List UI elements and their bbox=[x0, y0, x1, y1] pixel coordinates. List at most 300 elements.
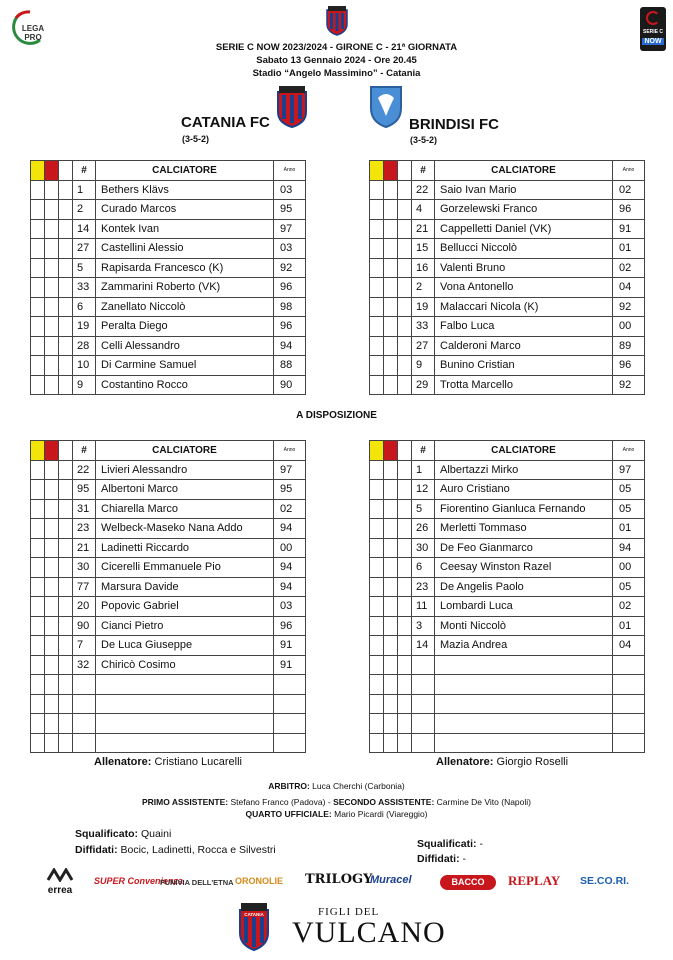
birth-year: 91 bbox=[613, 219, 645, 239]
sponsor-muracel: Muracel bbox=[370, 874, 412, 886]
shirt-number: 29 bbox=[412, 375, 435, 395]
red-card-cell bbox=[384, 258, 398, 278]
assistant2-label: SECONDO ASSISTENTE: bbox=[333, 797, 435, 807]
birth-year: 03 bbox=[274, 180, 306, 200]
red-card-cell bbox=[45, 538, 59, 558]
blank-cell bbox=[398, 675, 412, 695]
red-card-cell bbox=[384, 733, 398, 753]
red-card-cell bbox=[384, 336, 398, 356]
table-row bbox=[31, 180, 306, 200]
yellow-card-cell bbox=[31, 636, 45, 656]
red-card-cell bbox=[45, 655, 59, 675]
red-card-cell bbox=[45, 460, 59, 480]
shirt-number: 14 bbox=[412, 636, 435, 656]
red-card-header bbox=[384, 161, 398, 181]
player-name bbox=[435, 733, 613, 753]
birth-year: 90 bbox=[274, 375, 306, 395]
yellow-card-cell bbox=[31, 460, 45, 480]
red-card-cell bbox=[384, 636, 398, 656]
shirt-number: 7 bbox=[73, 636, 96, 656]
player-name: Calderoni Marco bbox=[435, 336, 613, 356]
table-row bbox=[31, 297, 306, 317]
sponsor-super-convenienza: SUPER Convenienza bbox=[94, 876, 184, 886]
blank-cell bbox=[59, 499, 73, 519]
table-row bbox=[31, 733, 306, 753]
table-row bbox=[370, 460, 645, 480]
birth-year: 02 bbox=[274, 499, 306, 519]
yellow-card-cell bbox=[370, 558, 384, 578]
table-row bbox=[31, 714, 306, 734]
year-header: Anno bbox=[613, 161, 645, 181]
player-name: Merletti Tommaso bbox=[435, 519, 613, 539]
table-row bbox=[31, 480, 306, 500]
table-row bbox=[31, 616, 306, 636]
red-card-cell bbox=[45, 694, 59, 714]
player-name: Rapisarda Francesco (K) bbox=[96, 258, 274, 278]
table-row bbox=[31, 200, 306, 220]
birth-year bbox=[274, 714, 306, 734]
home-coach-label: Allenatore: bbox=[94, 756, 152, 768]
blank-cell bbox=[59, 616, 73, 636]
shirt-number: 14 bbox=[73, 219, 96, 239]
table-row bbox=[31, 460, 306, 480]
table-row bbox=[31, 336, 306, 356]
blank-cell bbox=[398, 499, 412, 519]
shirt-number: 9 bbox=[73, 375, 96, 395]
serie-c-mark bbox=[646, 11, 660, 25]
blank-cell bbox=[59, 675, 73, 695]
home-coach bbox=[94, 756, 242, 768]
num-header: # bbox=[412, 161, 435, 181]
red-card-cell bbox=[45, 616, 59, 636]
errea-logo bbox=[40, 868, 80, 894]
birth-year: 01 bbox=[613, 519, 645, 539]
red-card-cell bbox=[45, 499, 59, 519]
shirt-number: 2 bbox=[73, 200, 96, 220]
birth-year: 96 bbox=[274, 278, 306, 298]
red-card-cell bbox=[384, 714, 398, 734]
birth-year bbox=[274, 675, 306, 695]
red-card-cell bbox=[45, 519, 59, 539]
table-header bbox=[31, 161, 306, 181]
blank-cell bbox=[398, 258, 412, 278]
home-team-name: CATANIA FC bbox=[181, 114, 270, 131]
player-name: Curado Marcos bbox=[96, 200, 274, 220]
blank-cell bbox=[398, 694, 412, 714]
player-name: Cianci Pietro bbox=[96, 616, 274, 636]
shirt-number: 5 bbox=[412, 499, 435, 519]
fourth-official bbox=[0, 808, 673, 821]
birth-year bbox=[613, 655, 645, 675]
away-coach-label: Allenatore: bbox=[436, 756, 494, 768]
blank-cell bbox=[398, 180, 412, 200]
blank-cell bbox=[59, 636, 73, 656]
yellow-card-header bbox=[370, 441, 384, 461]
yellow-card-cell bbox=[31, 616, 45, 636]
player-name bbox=[435, 675, 613, 695]
home-suspended-value: Quaini bbox=[140, 828, 172, 840]
player-name: Castellini Alessio bbox=[96, 239, 274, 259]
red-card-cell bbox=[384, 655, 398, 675]
red-card-cell bbox=[384, 558, 398, 578]
shirt-number: 20 bbox=[73, 597, 96, 617]
player-name: Gorzelewski Franco bbox=[435, 200, 613, 220]
table-row bbox=[370, 239, 645, 259]
sponsor-replay: REPLAY bbox=[508, 873, 561, 888]
birth-year: 00 bbox=[274, 538, 306, 558]
red-card-cell bbox=[45, 317, 59, 337]
fourth-label: QUARTO UFFICIALE: bbox=[245, 809, 332, 819]
yellow-card-header bbox=[370, 161, 384, 181]
yellow-card-cell bbox=[370, 538, 384, 558]
yellow-card-cell bbox=[370, 519, 384, 539]
yellow-card-cell bbox=[31, 480, 45, 500]
table-row bbox=[370, 597, 645, 617]
sponsor-trilogy: TRILOGY bbox=[305, 872, 373, 887]
blank-cell bbox=[398, 655, 412, 675]
catania-footer-badge-label: CATANIA bbox=[244, 912, 264, 917]
table-row bbox=[31, 655, 306, 675]
blank-header bbox=[59, 161, 73, 181]
home-formation: (3-5-2) bbox=[182, 134, 210, 144]
yellow-card-cell bbox=[370, 258, 384, 278]
player-name: Di Carmine Samuel bbox=[96, 356, 274, 376]
birth-year: 05 bbox=[613, 577, 645, 597]
blank-cell bbox=[59, 219, 73, 239]
shirt-number: 5 bbox=[73, 258, 96, 278]
table-row bbox=[370, 336, 645, 356]
shirt-number: 6 bbox=[73, 297, 96, 317]
errea-label: errea bbox=[47, 885, 73, 896]
player-name: Cicerelli Emmanuele Pio bbox=[96, 558, 274, 578]
red-card-cell bbox=[384, 499, 398, 519]
blank-cell bbox=[59, 239, 73, 259]
yellow-card-cell bbox=[370, 356, 384, 376]
birth-year: 94 bbox=[274, 558, 306, 578]
shirt-number: 22 bbox=[73, 460, 96, 480]
yellow-card-cell bbox=[370, 460, 384, 480]
shirt-number: 90 bbox=[73, 616, 96, 636]
blank-cell bbox=[398, 297, 412, 317]
yellow-card-cell bbox=[370, 480, 384, 500]
red-card-cell bbox=[384, 480, 398, 500]
birth-year: 03 bbox=[274, 597, 306, 617]
red-card-cell bbox=[384, 616, 398, 636]
birth-year: 94 bbox=[274, 577, 306, 597]
birth-year: 94 bbox=[274, 519, 306, 539]
yellow-card-header bbox=[31, 161, 45, 181]
fourth-name: Mario Picardi (Viareggio) bbox=[334, 809, 428, 819]
red-card-header bbox=[384, 441, 398, 461]
yellow-card-cell bbox=[370, 636, 384, 656]
blank-cell bbox=[59, 336, 73, 356]
player-name bbox=[96, 694, 274, 714]
red-card-cell bbox=[45, 297, 59, 317]
player-header: CALCIATORE bbox=[435, 161, 613, 181]
table-row bbox=[370, 558, 645, 578]
birth-year: 05 bbox=[613, 480, 645, 500]
player-header: CALCIATORE bbox=[435, 441, 613, 461]
red-card-cell bbox=[384, 200, 398, 220]
player-name: De Luca Giuseppe bbox=[96, 636, 274, 656]
shirt-number bbox=[73, 694, 96, 714]
blank-cell bbox=[398, 356, 412, 376]
lega-pro-text: LEGA PRO bbox=[21, 24, 45, 42]
red-card-cell bbox=[45, 200, 59, 220]
shirt-number: 1 bbox=[73, 180, 96, 200]
sponsor-oronolie: ORONOLIE bbox=[235, 876, 284, 886]
home-coach-name: Cristiano Lucarelli bbox=[154, 756, 242, 768]
red-card-cell bbox=[384, 460, 398, 480]
shirt-number bbox=[73, 733, 96, 753]
yellow-card-cell bbox=[370, 219, 384, 239]
yellow-card-cell bbox=[31, 356, 45, 376]
blank-cell bbox=[398, 538, 412, 558]
yellow-card-cell bbox=[370, 597, 384, 617]
yellow-card-cell bbox=[370, 694, 384, 714]
table-row bbox=[370, 317, 645, 337]
red-card-cell bbox=[384, 239, 398, 259]
match-date: Sabato 13 Gennaio 2024 - Ore 20.45 bbox=[256, 55, 417, 66]
birth-year bbox=[613, 694, 645, 714]
red-card-header bbox=[45, 441, 59, 461]
birth-year: 89 bbox=[613, 336, 645, 356]
shirt-number: 22 bbox=[412, 180, 435, 200]
shirt-number bbox=[73, 675, 96, 695]
away-bench-table bbox=[369, 440, 645, 753]
birth-year: 96 bbox=[613, 356, 645, 376]
birth-year: 97 bbox=[274, 460, 306, 480]
catania-crest bbox=[276, 86, 308, 128]
red-card-cell bbox=[384, 219, 398, 239]
birth-year: 95 bbox=[274, 480, 306, 500]
blank-cell bbox=[59, 714, 73, 734]
yellow-card-cell bbox=[31, 200, 45, 220]
blank-cell bbox=[59, 460, 73, 480]
player-name: Bunino Cristian bbox=[435, 356, 613, 376]
yellow-card-cell bbox=[31, 675, 45, 695]
blank-cell bbox=[59, 558, 73, 578]
birth-year: 92 bbox=[613, 297, 645, 317]
player-name: Popovic Gabriel bbox=[96, 597, 274, 617]
shirt-number: 3 bbox=[412, 616, 435, 636]
shirt-number: 19 bbox=[412, 297, 435, 317]
player-name: Fiorentino Gianluca Fernando bbox=[435, 499, 613, 519]
yellow-card-cell bbox=[31, 180, 45, 200]
year-header: Anno bbox=[613, 441, 645, 461]
shirt-number bbox=[73, 714, 96, 734]
blank-cell bbox=[59, 278, 73, 298]
birth-year: 01 bbox=[613, 616, 645, 636]
player-name: Marsura Davide bbox=[96, 577, 274, 597]
player-name: Albertazzi Mirko bbox=[435, 460, 613, 480]
red-card-cell bbox=[384, 519, 398, 539]
shirt-number bbox=[412, 675, 435, 695]
assistant2-name: Carmine De Vito (Napoli) bbox=[436, 797, 531, 807]
yellow-card-cell bbox=[370, 655, 384, 675]
birth-year: 00 bbox=[613, 558, 645, 578]
player-name: Zammarini Roberto (VK) bbox=[96, 278, 274, 298]
table-row bbox=[370, 278, 645, 298]
blank-cell bbox=[59, 577, 73, 597]
catania-footer-crest bbox=[238, 903, 270, 951]
shirt-number: 6 bbox=[412, 558, 435, 578]
player-name: Celli Alessandro bbox=[96, 336, 274, 356]
red-card-cell bbox=[384, 675, 398, 695]
table-row bbox=[31, 577, 306, 597]
shirt-number: 11 bbox=[412, 597, 435, 617]
red-card-cell bbox=[384, 317, 398, 337]
table-row bbox=[370, 714, 645, 734]
player-name bbox=[96, 714, 274, 734]
player-name: Valenti Bruno bbox=[435, 258, 613, 278]
red-card-cell bbox=[384, 694, 398, 714]
away-coach-name: Giorgio Roselli bbox=[496, 756, 569, 768]
red-card-header bbox=[45, 161, 59, 181]
serie-c-label: SERIE C bbox=[642, 29, 663, 35]
yellow-card-cell bbox=[370, 375, 384, 395]
table-row bbox=[370, 694, 645, 714]
blank-cell bbox=[398, 239, 412, 259]
blank-cell bbox=[398, 597, 412, 617]
table-row bbox=[370, 675, 645, 695]
birth-year: 01 bbox=[613, 239, 645, 259]
blank-cell bbox=[59, 733, 73, 753]
footer-line1: FIGLI DEL bbox=[318, 906, 380, 918]
birth-year: 94 bbox=[274, 336, 306, 356]
now-label: NOW bbox=[642, 38, 664, 45]
home-warned bbox=[75, 844, 276, 856]
shirt-number bbox=[412, 714, 435, 734]
yellow-card-cell bbox=[370, 200, 384, 220]
away-warned-label: Diffidati: bbox=[417, 853, 460, 865]
blank-cell bbox=[59, 694, 73, 714]
red-card-cell bbox=[45, 180, 59, 200]
player-header: CALCIATORE bbox=[96, 161, 274, 181]
birth-year bbox=[274, 733, 306, 753]
table-row bbox=[370, 636, 645, 656]
yellow-card-cell bbox=[370, 499, 384, 519]
table-row bbox=[370, 180, 645, 200]
player-name: Kontek Ivan bbox=[96, 219, 274, 239]
yellow-card-header bbox=[31, 441, 45, 461]
shirt-number: 21 bbox=[412, 219, 435, 239]
blank-header bbox=[398, 161, 412, 181]
shirt-number bbox=[412, 655, 435, 675]
yellow-card-cell bbox=[31, 317, 45, 337]
player-name: De Angelis Paolo bbox=[435, 577, 613, 597]
shirt-number: 32 bbox=[73, 655, 96, 675]
blank-cell bbox=[398, 519, 412, 539]
blank-cell bbox=[398, 219, 412, 239]
sponsor-bacco: BACCO bbox=[440, 875, 496, 890]
birth-year bbox=[613, 675, 645, 695]
red-card-cell bbox=[45, 558, 59, 578]
birth-year: 00 bbox=[613, 317, 645, 337]
red-card-cell bbox=[45, 714, 59, 734]
table-row bbox=[370, 577, 645, 597]
shirt-number: 1 bbox=[412, 460, 435, 480]
table-row bbox=[370, 258, 645, 278]
blank-cell bbox=[59, 375, 73, 395]
table-row bbox=[370, 375, 645, 395]
shirt-number: 9 bbox=[412, 356, 435, 376]
player-name bbox=[96, 733, 274, 753]
birth-year: 02 bbox=[613, 258, 645, 278]
red-card-cell bbox=[45, 219, 59, 239]
table-row bbox=[370, 499, 645, 519]
assistant1-label: PRIMO ASSISTENTE: bbox=[142, 797, 229, 807]
birth-year: 95 bbox=[274, 200, 306, 220]
table-row bbox=[370, 297, 645, 317]
num-header: # bbox=[73, 441, 96, 461]
away-warned bbox=[417, 853, 466, 865]
blank-cell bbox=[398, 616, 412, 636]
yellow-card-cell bbox=[31, 733, 45, 753]
red-card-cell bbox=[45, 733, 59, 753]
yellow-card-cell bbox=[370, 714, 384, 734]
table-row bbox=[31, 519, 306, 539]
table-header bbox=[370, 161, 645, 181]
yellow-card-cell bbox=[370, 733, 384, 753]
player-name: Cappelletti Daniel (VK) bbox=[435, 219, 613, 239]
blank-cell bbox=[398, 733, 412, 753]
yellow-card-cell bbox=[31, 597, 45, 617]
player-name: Costantino Rocco bbox=[96, 375, 274, 395]
table-row bbox=[31, 375, 306, 395]
birth-year: 98 bbox=[274, 297, 306, 317]
yellow-card-cell bbox=[370, 239, 384, 259]
red-card-cell bbox=[45, 258, 59, 278]
blank-cell bbox=[398, 278, 412, 298]
table-row bbox=[31, 499, 306, 519]
table-row bbox=[31, 219, 306, 239]
blank-cell bbox=[398, 577, 412, 597]
blank-cell bbox=[59, 200, 73, 220]
birth-year: 05 bbox=[613, 499, 645, 519]
blank-cell bbox=[59, 519, 73, 539]
table-row bbox=[370, 538, 645, 558]
yellow-card-cell bbox=[31, 558, 45, 578]
away-coach bbox=[436, 756, 568, 768]
referee-name: Luca Cherchi (Carbonia) bbox=[312, 781, 405, 791]
player-name: Malaccari Nicola (K) bbox=[435, 297, 613, 317]
player-name bbox=[435, 694, 613, 714]
red-card-cell bbox=[384, 278, 398, 298]
shirt-number bbox=[412, 733, 435, 753]
brindisi-crest bbox=[368, 84, 404, 128]
birth-year: 92 bbox=[274, 258, 306, 278]
player-header: CALCIATORE bbox=[96, 441, 274, 461]
table-row bbox=[31, 636, 306, 656]
assistant1-name: Stefano Franco (Padova) bbox=[230, 797, 326, 807]
birth-year: 97 bbox=[613, 460, 645, 480]
player-name: Vona Antonello bbox=[435, 278, 613, 298]
player-name: Ladinetti Riccardo bbox=[96, 538, 274, 558]
year-header: Anno bbox=[274, 441, 306, 461]
blank-cell bbox=[59, 655, 73, 675]
birth-year: 04 bbox=[613, 278, 645, 298]
blank-cell bbox=[59, 597, 73, 617]
blank-header bbox=[398, 441, 412, 461]
home-suspended-label: Squalificato: bbox=[75, 828, 139, 840]
yellow-card-cell bbox=[370, 317, 384, 337]
shirt-number: 27 bbox=[412, 336, 435, 356]
footer-line2: VULCANO bbox=[292, 916, 446, 949]
yellow-card-cell bbox=[31, 714, 45, 734]
shirt-number bbox=[412, 694, 435, 714]
sponsor-funivia: FUNIVIA DELL'ETNA bbox=[160, 878, 234, 887]
